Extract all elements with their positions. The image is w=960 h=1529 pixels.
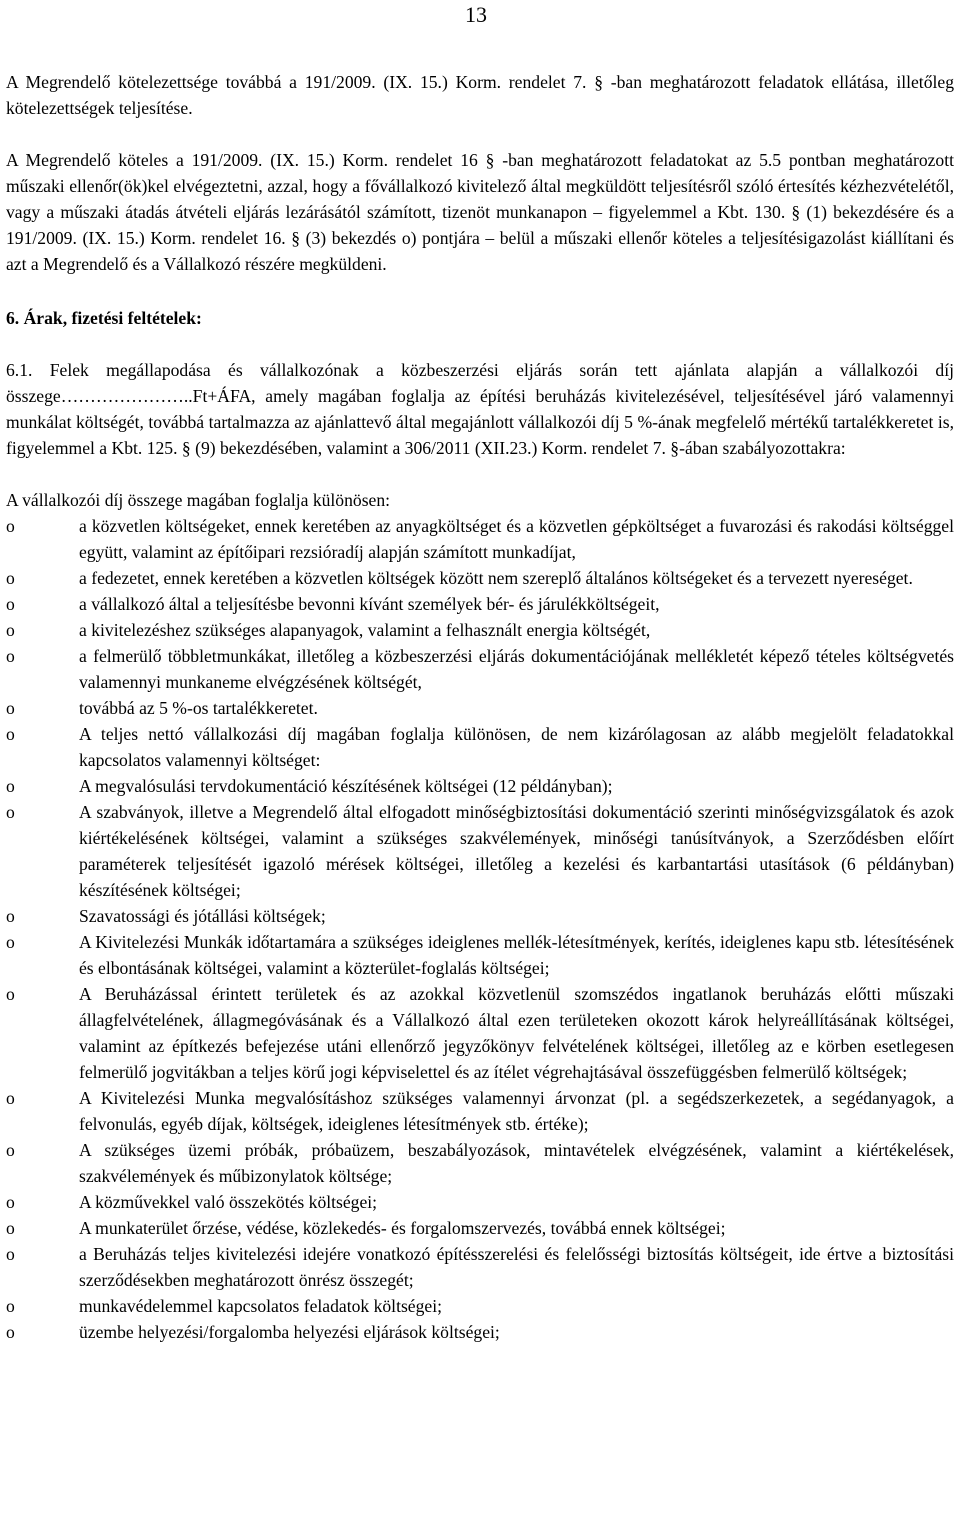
bullet-marker: o (6, 1088, 15, 1108)
list-item-text: A Beruházással érintett területek és az azokkal közvetlenül szomszédos ingatlanok beruházás előtti műszaki állagfelvételének, állagmegóvásának és a Vállalkozó által ezen területeken okozott károk helyreállításának költségei, valamint az építkezés befejezése utáni ellenőrző jegyzőkönyv felvételének költségei, illetőleg az e körben esetlegesen felmerülő jogvitákban a teljes körű jogi képviselettel és az ítélet végrehajtásával összefüggésben felmerülő költségek; (79, 984, 954, 1082)
list-item (6, 565, 954, 591)
list-item (6, 1319, 954, 1345)
list-item (6, 1293, 954, 1319)
paragraph-technical-inspector: A Megrendelő köteles a 191/2009. (IX. 15.) Korm. rendelet 16 § -ban meghatározott feladatokat az 5.5 pontban meghatározott műszaki ellenőr(ök)kel elvégeztetni, azzal, hogy a fővállalkozó kivitelező által megküldött teljesítésről szóló értesítés kézhezvételétől, vagy a műszaki átadás átvételi eljárás lezárásától számított, tizenöt munkanapon – figyelemmel a Kbt. 130. § (1) bekezdésére és a 191/2009. (IX. 15.) Korm. rendelet 16. § (3) bekezdés o) pontjára – belül a műszaki ellenőr köteles a teljesítésigazolást kiállítani és azt a Megrendelő és a Vállalkozó részére megküldeni. (6, 150, 954, 274)
list-item (6, 643, 954, 695)
list-item (6, 513, 954, 565)
bullet-marker: o (6, 1218, 15, 1238)
bullet-marker: o (6, 620, 15, 640)
section-heading-prices: 6. Árak, fizetési feltételek: (6, 308, 202, 328)
list-item-text: A szabványok, illetve a Megrendelő által elfogadott minőségbiztosítási dokumentáció szerinti minőségvizsgálatok és azok kiértékelésének költségei, valamint a szükséges szakvélemények, minőségi tanúsítványok, a Szerződésben előírt paraméterek teljesítését igazoló mérések költségei, illetőleg a kezelési és karbantartási utasítások (6 példányban) készítésének költségei; (79, 802, 954, 900)
list-item (6, 773, 954, 799)
list-item-text: a felmerülő többletmunkákat, illetőleg a közbeszerzési eljárás dokumentációjának mellékletét képező tételes költségvetés valamennyi munkaneme elvégzésének költségét, (79, 646, 954, 692)
bullet-marker: o (6, 1192, 15, 1212)
list-item (6, 903, 954, 929)
bullet-marker: o (6, 906, 15, 926)
list-item-text: a vállalkozó által a teljesítésbe bevonni kívánt személyek bér- és járulékköltségeit, (79, 594, 660, 614)
bullet-marker: o (6, 1322, 15, 1342)
page-number: 13 (465, 2, 487, 27)
bullet-marker: o (6, 568, 15, 588)
list-item (6, 721, 954, 773)
list-item-text: A Kivitelezési Munka megvalósításhoz szükséges valamennyi árvonzat (pl. a segédszerkezetek, a segédanyagok, a felvonulás, egyéb díjak, költségek, ideiglenes létesítmények stb. értéke); (79, 1088, 954, 1134)
list-item (6, 1241, 954, 1293)
bullet-marker: o (6, 1296, 15, 1316)
list-item-text: A Kivitelezési Munkák időtartamára a szükséges ideiglenes mellék-létesítmények, kerítés, ideiglenes kapu stb. létesítésének és elbontásának költségei, valamint a közterület-foglalás költségei; (79, 932, 954, 978)
list-item (6, 981, 954, 1085)
fee-components-list (6, 513, 954, 1345)
list-item (6, 695, 954, 721)
bullet-marker: o (6, 984, 15, 1004)
paragraph-obligations: A Megrendelő kötelezettsége továbbá a 191/2009. (IX. 15.) Korm. rendelet 7. § -ban meghatározott feladatok ellátása, illetőleg kötelezettségek teljesítése. (6, 72, 954, 118)
list-item-text: A megvalósulási tervdokumentáció készítésének költségei (12 példányban); (79, 776, 613, 796)
list-item (6, 1137, 954, 1189)
bullet-marker: o (6, 724, 15, 744)
list-item-text: a Beruházás teljes kivitelezési idejére vonatkozó építésszerelési és felelősségi biztosítás költségeit, ide értve a biztosítási szerződésekben meghatározott önrész összegét; (79, 1244, 954, 1290)
bullet-marker: o (6, 776, 15, 796)
list-item-text: Szavatossági és jótállási költségek; (79, 906, 326, 926)
bullet-marker: o (6, 802, 15, 822)
bullet-marker: o (6, 698, 15, 718)
list-item-text: munkavédelemmel kapcsolatos feladatok költségei; (79, 1296, 442, 1316)
list-item (6, 591, 954, 617)
list-item-text: A szükséges üzemi próbák, próbaüzem, beszabályozások, mintavételek elvégzésének, valamint a kiértékelések, szakvélemények és műbizonylatok költsége; (79, 1140, 954, 1186)
list-item-text: továbbá az 5 %-os tartalékkeretet. (79, 698, 318, 718)
bullet-marker: o (6, 516, 15, 536)
bullet-marker: o (6, 932, 15, 952)
paragraph-contract-fee: 6.1. Felek megállapodása és vállalkozónak a közbeszerzési eljárás során tett ajánlata alapján a vállalkozói díj összege…………………..Ft+ÁFA, amely magában foglalja az építési beruházás kivitelezésével, teljesítésével járó valamennyi munkálat költségét, továbbá tartalmazza az ajánlattevő által megajánlott vállalkozói díj 5 %-ának megfelelő mértékű tartalékkeretet is, figyelemmel a Kbt. 125. § (9) bekezdésében, valamint a 306/2011 (XII.23.) Korm. rendelet 7. §-ában szabályozottakra: (6, 360, 954, 458)
list-item-text: A munkaterület őrzése, védése, közlekedés- és forgalomszervezés, továbbá ennek költségei; (79, 1218, 726, 1238)
bullet-marker: o (6, 594, 15, 614)
list-item-text: A teljes nettó vállalkozási díj magában foglalja különösen, de nem kizárólagosan az alább megjelölt feladatokkal kapcsolatos valamennyi költséget: (79, 724, 954, 770)
bullet-marker: o (6, 1140, 15, 1160)
page-content (6, 69, 954, 1345)
list-item-text: A közművekkel való összekötés költségei; (79, 1192, 378, 1212)
list-item (6, 617, 954, 643)
bullet-marker: o (6, 646, 15, 666)
list-item (6, 929, 954, 981)
paragraph-fee-includes: A vállalkozói díj összege magában foglalja különösen: (6, 490, 391, 510)
list-item-text: üzembe helyezési/forgalomba helyezési eljárások költségei; (79, 1322, 500, 1342)
list-item-text: a kivitelezéshez szükséges alapanyagok, valamint a felhasznált energia költségét, (79, 620, 651, 640)
list-item-text: a közvetlen költségeket, ennek keretében az anyagköltséget és a közvetlen gépköltséget a fuvarozási és rakodási költséggel együtt, valamint az építőipari rezsióradíj alapján számított munkadíjat, (79, 516, 954, 562)
list-item-text: a fedezetet, ennek keretében a közvetlen költségek között nem szereplő általános költségeket és a tervezett nyereséget. (79, 568, 913, 588)
list-item (6, 1085, 954, 1137)
bullet-marker: o (6, 1244, 15, 1264)
list-item (6, 1189, 954, 1215)
list-item (6, 1215, 954, 1241)
list-item (6, 799, 954, 903)
